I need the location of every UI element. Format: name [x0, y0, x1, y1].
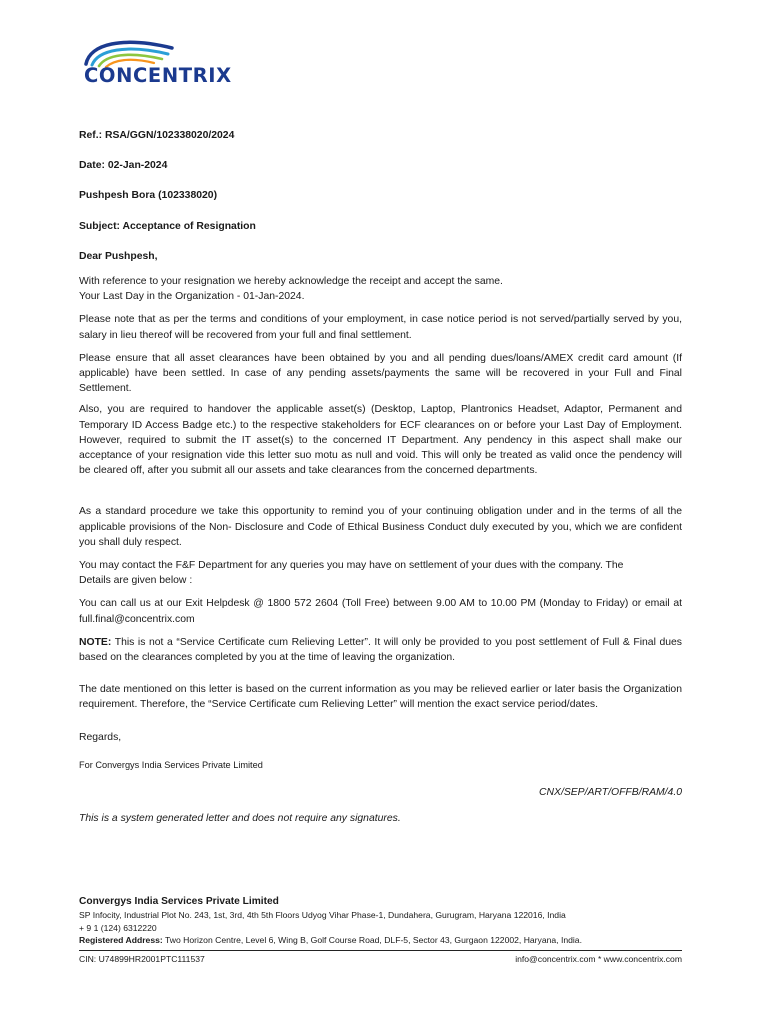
footer-contact: info@concentrix.com * www.concentrix.com [515, 953, 682, 964]
contact-line: You may contact the F&F Department for any queries you may have on settlement of your dues with the company. The [79, 560, 624, 572]
note-paragraph [79, 635, 682, 665]
for-company: For Convergys India Services Private Limited [79, 759, 263, 770]
acknowledgement-line: With reference to your resignation we hereby acknowledge the receipt and accept the same. [79, 276, 503, 288]
letter-footer [79, 895, 682, 965]
registered-address-label: Registered Address: [79, 935, 163, 945]
letter-subject: Subject: Acceptance of Resignation [79, 220, 256, 232]
footer-bottom-row [79, 953, 682, 966]
handover-paragraph: Also, you are required to handover the applicable asset(s) (Desktop, Laptop, Plantronics Headset, Adaptor, Permanent and Temporary ID Access Badge etc.) to the respective stakeholders for ECF clearances on or before your Last Day of Employment. However, required to submit the IT asset(s) to the concerned IT Department. Any pendency in this aspect shall make our acceptance of your resignation vide this letter suo motu as null and void. This will only be treated as valid once the pendency will be cleared off, after you submit all our assets and take clearances from the concerned departments. [79, 404, 682, 477]
details-line: Details are given below : [79, 575, 193, 587]
nda-paragraph: As a standard procedure we take this opportunity to remind you of your continuing obligation under and in the terms of all the applicable provisions of the Non- Disclosure and Code of Ethical Business Conduct duly executed by you, which we are confident you shall duly respect. [79, 506, 682, 548]
regards: Regards, [79, 731, 122, 743]
footer-company-name: Convergys India Services Private Limited [79, 896, 279, 907]
cin-number: CIN: U74899HR2001PTC111537 [79, 953, 205, 964]
company-logo [82, 34, 267, 94]
helpdesk-paragraph: You can call us at our Exit Helpdesk @ 1800 572 2604 (Toll Free) between 9.00 AM to 10.00 PM (Monday to Friday) or email at full.final@concentrix.com [79, 598, 682, 625]
footer-phone: + 9 1 (124) 6312220 [79, 922, 157, 933]
salutation: Dear Pushpesh, [79, 250, 158, 262]
footer-divider [79, 950, 682, 951]
system-generated-note: This is a system generated letter and does not require any signatures. [79, 813, 401, 825]
footer-address: SP Infocity, Industrial Plot No. 243, 1st, 3rd, 4th 5th Floors Udyog Vihar Phase-1, Dundahera, Gurugram, Haryana 122016, India [79, 910, 566, 920]
document-code: CNX/SEP/ART/OFFB/RAM/4.0 [539, 787, 682, 799]
registered-address-text: Two Horizon Centre, Level 6, Wing B, Golf Course Road, DLF-5, Sector 43, Gurgaon 122002, Haryana, India. [162, 935, 582, 945]
reference-number: Ref.: RSA/GGN/102338020/2024 [79, 130, 235, 141]
notice-period-paragraph: Please note that as per the terms and conditions of your employment, in case notice period is not served/partially served by you, salary in lieu thereof will be recovered from your full and final settlement. [79, 314, 682, 341]
asset-clearance-paragraph: Please ensure that all asset clearances have been obtained by you and all pending dues/loans/AMEX credit card amount (If applicable) have been settled. In case of any pending assets/payments the same will be recovered in your Full and Final Settlement. [79, 352, 682, 395]
note-label: NOTE: [79, 636, 112, 648]
logo-wordmark: CONCENTRIX [84, 64, 232, 87]
employee-name: Pushpesh Bora (102338020) [79, 190, 218, 202]
letter-date: Date: 02-Jan-2024 [79, 160, 168, 172]
note-text: This is not a “Service Certificate cum Relieving Letter”. It will only be provided to you post settlement of Full & Final dues based on the clearances completed by you at the time of leaving the organization. [79, 636, 682, 664]
letter-body [79, 128, 682, 827]
date-disclaimer-paragraph: The date mentioned on this letter is based on the current information as you may be relieved earlier or later basis the Organization requirement. Therefore, the “Service Certificate cum Relieving Letter” will mention the exact service period/dates. [79, 684, 682, 711]
last-day-line: Your Last Day in the Organization - 01-Jan-2024. [79, 291, 305, 303]
footer-registered-address [79, 934, 682, 947]
